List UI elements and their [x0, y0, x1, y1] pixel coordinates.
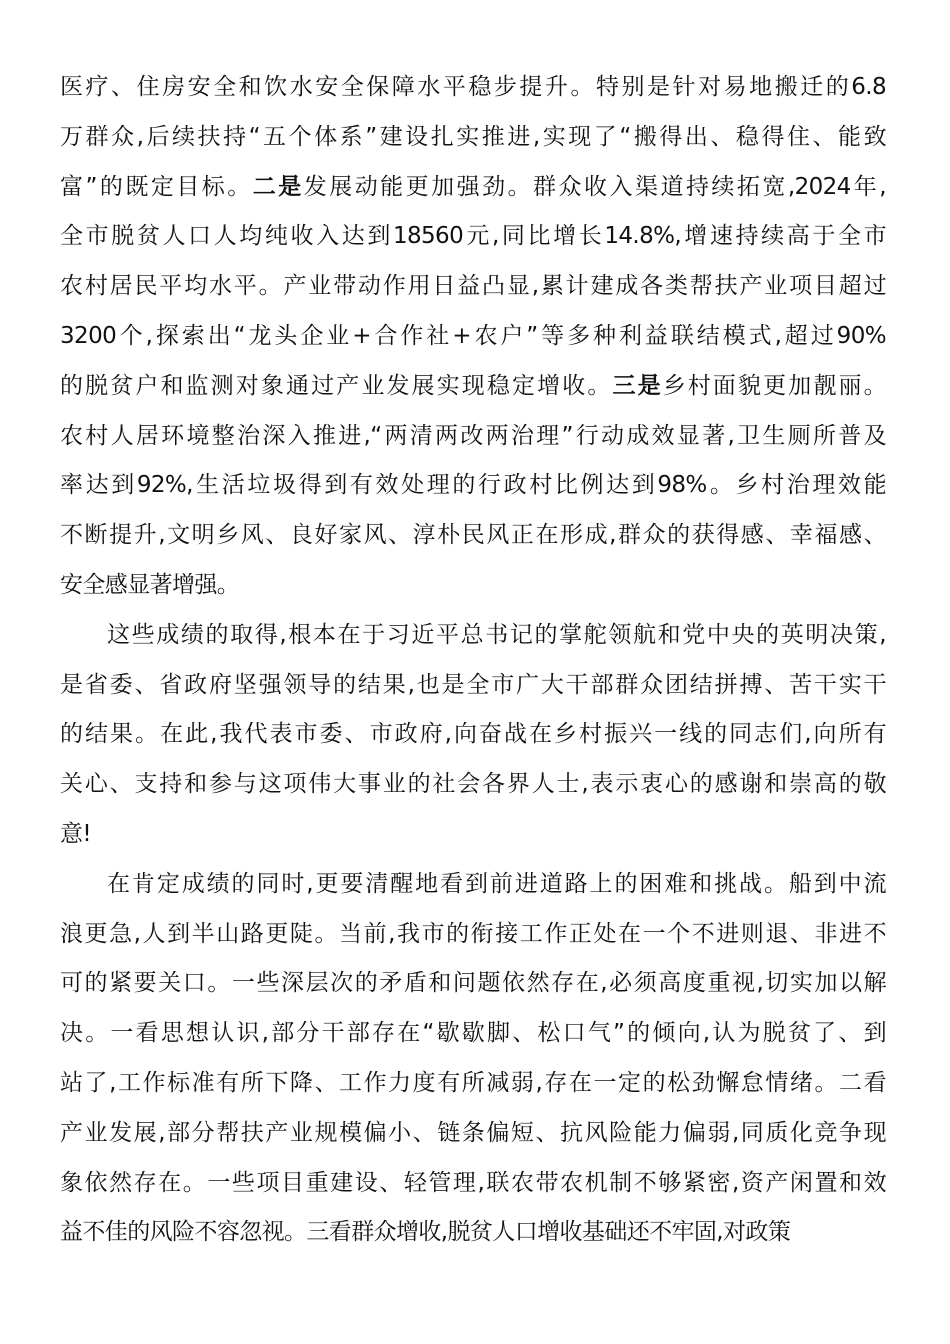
text-segment: 关心、支持和参与这项伟大事业的社会各界人士,表示衷心的感谢和崇高的敬: [60, 771, 886, 798]
text-line: [60, 113, 886, 163]
text-line: [60, 810, 886, 860]
text-segment: 率达到92%,生活垃圾得到有效处理的行政村比例达到98%。乡村治理效能: [60, 472, 886, 499]
text-line: [60, 1059, 886, 1109]
document-body: [60, 63, 886, 1258]
text-line: [60, 1159, 886, 1209]
bold-heading-text: 三是: [612, 372, 663, 399]
text-line: [60, 461, 886, 511]
text-segment: 富”的既定目标。: [60, 173, 253, 200]
text-line: [60, 412, 886, 462]
text-segment: 象依然存在。一些项目重建设、轻管理,联农带农机制不够紧密,资产闲置和效: [60, 1169, 886, 1196]
text-segment: 不断提升,文明乡风、良好家风、淳朴民风正在形成,群众的获得感、幸福感、: [60, 522, 886, 549]
text-line: [60, 760, 886, 810]
text-segment: 浪更急,人到半山路更陡。当前,我市的衔接工作正处在一个不进则退、非进不: [60, 920, 886, 947]
text-segment: 这些成绩的取得,根本在于习近平总书记的掌舵领航和党中央的英明决策,: [107, 621, 886, 648]
text-segment: 医疗、住房安全和饮水安全保障水平稳步提升。特别是针对易地搬迁的6.8: [60, 74, 886, 100]
text-segment: 的结果。在此,我代表市委、市政府,向奋战在乡村振兴一线的同志们,向所有: [60, 721, 886, 748]
text-segment: 农村人居环境整治深入推进,“两清两改两治理”行动成效显著,卫生厕所普及: [60, 422, 886, 449]
text-segment: 是省委、省政府坚强领导的结果,也是全市广大干部群众团结拼搏、苦干实干: [60, 671, 886, 698]
text-segment: 可的紧要关口。一些深层次的矛盾和问题依然存在,必须高度重视,切实加以解: [60, 970, 886, 997]
text-segment: 益不佳的风险不容忽视。三看群众增收,脱贫人口增收基础还不牢固,对政策: [60, 1219, 791, 1246]
text-segment: 意!: [60, 820, 92, 847]
text-segment: 万群众,后续扶持“五个体系”建设扎实推进,实现了“搬得出、稳得住、能致: [60, 123, 886, 150]
text-line: [60, 1208, 886, 1258]
text-line: [60, 63, 886, 113]
text-line: [60, 312, 886, 362]
bold-heading-text: 二是: [252, 173, 304, 200]
text-line: [60, 362, 886, 412]
text-line: [60, 661, 886, 711]
text-line: [60, 212, 886, 262]
text-segment: 乡村面貌更加靓丽。: [662, 372, 886, 399]
text-segment: 产业发展,部分帮扶产业规模偏小、链条偏短、抗风险能力偏弱,同质化竞争现: [60, 1119, 886, 1146]
text-line: [60, 511, 886, 561]
text-line: [60, 262, 886, 312]
text-segment: 决。一看思想认识,部分干部存在“歇歇脚、松口气”的倾向,认为脱贫了、到: [60, 1020, 886, 1047]
text-line: [60, 860, 886, 910]
text-line: [60, 163, 886, 213]
text-line: [60, 1009, 886, 1059]
text-segment: 发展动能更加强劲。群众收入渠道持续拓宽,2024年,: [303, 173, 886, 200]
text-line: [60, 561, 886, 611]
text-line: [60, 710, 886, 760]
text-segment: 全市脱贫人口人均纯收入达到18560元,同比增长14.8%,增速持续高于全市: [60, 223, 886, 250]
text-line: [60, 910, 886, 960]
text-line: [60, 1109, 886, 1159]
text-segment: 站了,工作标准有所下降、工作力度有所减弱,存在一定的松劲懈怠情绪。二看: [60, 1069, 886, 1096]
text-segment: 的脱贫户和监测对象通过产业发展实现稳定增收。: [60, 372, 613, 399]
text-segment: 在肯定成绩的同时,更要清醒地看到前进道路上的困难和挑战。船到中流: [107, 870, 886, 897]
text-segment: 3200个,探索出“龙头企业+合作社+农户”等多种利益联结模式,超过90%: [60, 322, 886, 349]
text-line: [60, 959, 886, 1009]
text-segment: 农村居民平均水平。产业带动作用日益凸显,累计建成各类帮扶产业项目超过: [60, 273, 886, 300]
text-line: [60, 611, 886, 661]
text-segment: 安全感显著增强。: [60, 571, 240, 598]
